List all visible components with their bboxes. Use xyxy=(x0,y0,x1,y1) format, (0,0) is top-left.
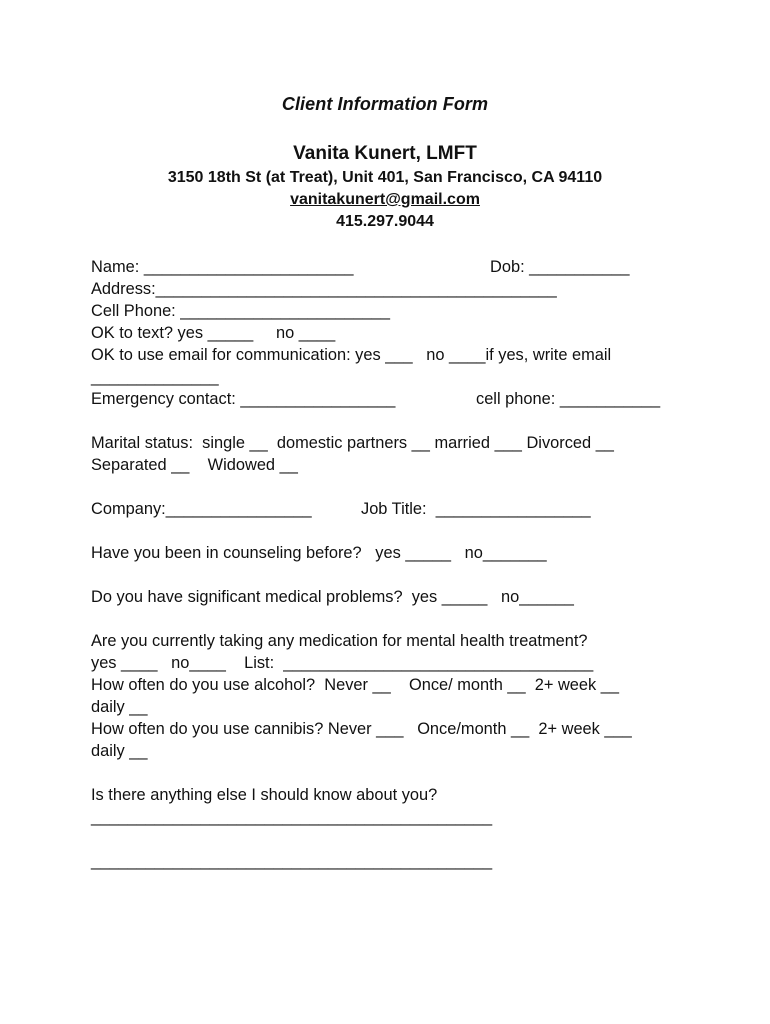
counseling-before-field[interactable]: Have you been in counseling before? yes _____ no_______ xyxy=(91,544,547,562)
anything-else-line-1[interactable]: ____________________________________________ xyxy=(91,808,493,826)
emergency-contact-field[interactable]: Emergency contact: _________________ xyxy=(91,390,396,408)
form-title: Client Information Form xyxy=(281,94,489,114)
ok-to-text-field[interactable]: OK to text? yes _____ no ____ xyxy=(91,324,336,342)
email-write-in-field[interactable]: ______________ xyxy=(91,368,219,386)
dob-field[interactable]: Dob: ___________ xyxy=(490,258,630,276)
anything-else-line-2[interactable]: ____________________________________________ xyxy=(91,852,493,870)
alcohol-use-field[interactable]: How often do you use alcohol? Never __ Once/ month __ 2+ week __ xyxy=(91,676,620,694)
cannabis-use-field-cont[interactable]: daily __ xyxy=(91,742,148,760)
medication-question: Are you currently taking any medication for mental health treatment? xyxy=(91,632,588,650)
marital-status-field-cont[interactable]: Separated __ Widowed __ xyxy=(91,456,298,474)
marital-status-field[interactable]: Marital status: single __ domestic partners __ married ___ Divorced __ xyxy=(91,434,614,452)
alcohol-use-field-cont[interactable]: daily __ xyxy=(91,698,148,716)
medical-problems-field[interactable]: Do you have significant medical problems? yes _____ no______ xyxy=(91,588,574,606)
therapist-name: Vanita Kunert, LMFT xyxy=(293,143,477,164)
medication-answer-field[interactable]: yes ____ no____ List: __________________________________ xyxy=(91,654,594,672)
address-field[interactable]: Address:____________________________________________ xyxy=(91,280,557,298)
anything-else-question: Is there anything else I should know about you? xyxy=(91,786,438,804)
cannabis-use-field[interactable]: How often do you use cannibis? Never ___ Once/month __ 2+ week ___ xyxy=(91,720,632,738)
company-field[interactable]: Company:________________ xyxy=(91,500,312,518)
therapist-email-link[interactable]: vanitakunert@gmail.com xyxy=(290,191,480,208)
cell-phone-field[interactable]: Cell Phone: _______________________ xyxy=(91,302,390,320)
ok-email-field[interactable]: OK to use email for communication: yes ___ no ____if yes, write email xyxy=(91,346,612,364)
emergency-cell-phone-field[interactable]: cell phone: ___________ xyxy=(476,390,661,408)
therapist-phone: 415.297.9044 xyxy=(336,213,434,230)
job-title-field[interactable]: Job Title: _________________ xyxy=(361,500,591,518)
name-field[interactable]: Name: _______________________ xyxy=(91,258,354,276)
office-address: 3150 18th St (at Treat), Unit 401, San Francisco, CA 94110 xyxy=(167,169,603,186)
